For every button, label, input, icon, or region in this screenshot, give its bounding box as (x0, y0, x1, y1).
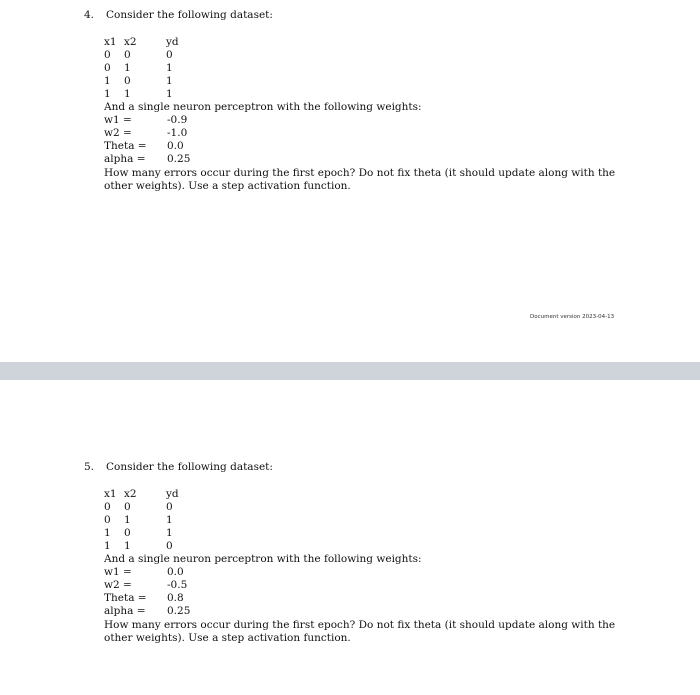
header-x2: x2 (124, 488, 137, 500)
header-x1: x1 (104, 36, 117, 48)
header-yd: yd (166, 488, 179, 500)
cell-yd: 1 (166, 527, 173, 539)
cell-yd: 1 (166, 514, 173, 526)
cell-x1: 1 (104, 540, 111, 552)
cell-yd: 0 (166, 49, 173, 61)
param-label: w2 = (104, 579, 132, 591)
question-title: Consider the following dataset: (106, 9, 273, 21)
cell-yd: 0 (166, 540, 173, 552)
param-value: 0.25 (167, 605, 191, 617)
cell-x2: 0 (124, 527, 131, 539)
cell-x1: 1 (104, 75, 111, 87)
param-label: Theta = (104, 592, 147, 604)
question-number: 4. (84, 9, 95, 21)
cell-yd: 1 (166, 75, 173, 87)
param-value: 0.25 (167, 153, 191, 165)
cell-x2: 1 (124, 540, 131, 552)
param-label: w1 = (104, 566, 132, 578)
param-value: 0.8 (167, 592, 184, 604)
cell-x1: 1 (104, 527, 111, 539)
question-text: How many errors occur during the first epoch? Do not fix theta (it should update along with the other weights). Use a step activation function. (104, 619, 616, 644)
header-x2: x2 (124, 36, 137, 48)
cell-x2: 1 (124, 88, 131, 100)
document-version: Document version 2023-04-13 (530, 314, 615, 320)
question-number: 5. (84, 461, 95, 473)
param-value: 0.0 (167, 566, 184, 578)
param-value: -1.0 (167, 127, 188, 139)
param-value: 0.0 (167, 140, 184, 152)
question-text: How many errors occur during the first epoch? Do not fix theta (it should update along with the other weights). Use a step activation function. (104, 167, 616, 192)
cell-x1: 0 (104, 501, 111, 513)
param-label: Theta = (104, 140, 147, 152)
cell-x2: 1 (124, 62, 131, 74)
header-yd: yd (166, 36, 179, 48)
param-label: w2 = (104, 127, 132, 139)
param-value: -0.5 (167, 579, 188, 591)
cell-x2: 0 (124, 75, 131, 87)
param-label: alpha = (104, 605, 146, 617)
question-title: Consider the following dataset: (106, 461, 273, 473)
param-label: w1 = (104, 114, 132, 126)
cell-yd: 1 (166, 88, 173, 100)
cell-x1: 0 (104, 49, 111, 61)
weights-intro: And a single neuron perceptron with the following weights: (104, 553, 422, 565)
param-value: -0.9 (167, 114, 188, 126)
cell-x1: 1 (104, 88, 111, 100)
cell-x2: 0 (124, 49, 131, 61)
cell-yd: 1 (166, 62, 173, 74)
cell-x1: 0 (104, 62, 111, 74)
weights-intro: And a single neuron perceptron with the following weights: (104, 101, 422, 113)
param-label: alpha = (104, 153, 146, 165)
cell-x2: 0 (124, 501, 131, 513)
cell-yd: 0 (166, 501, 173, 513)
document-page-2 (0, 380, 700, 695)
cell-x1: 0 (104, 514, 111, 526)
page-divider (0, 362, 700, 380)
cell-x2: 1 (124, 514, 131, 526)
header-x1: x1 (104, 488, 117, 500)
